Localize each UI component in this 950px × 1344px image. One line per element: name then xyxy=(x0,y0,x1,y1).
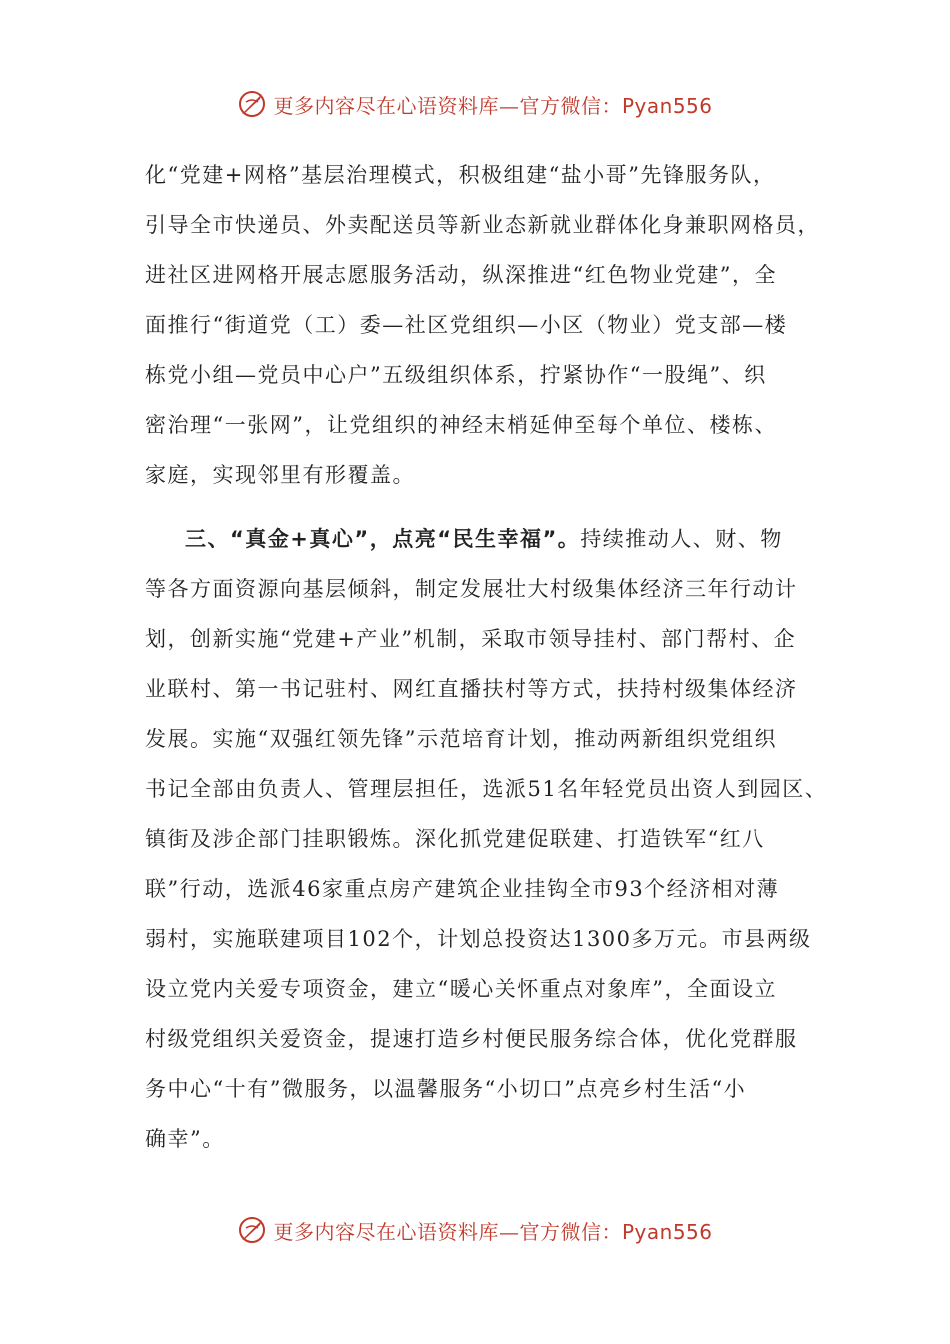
section-3-first-line-text: 持续推动人、财、物 xyxy=(580,527,783,551)
paragraph-grid-governance xyxy=(145,150,820,500)
text-line: 进社区进网格开展志愿服务活动，纵深推进“红色物业党建”，全 xyxy=(145,263,777,287)
text-line: 密治理“一张网”，让党组织的神经末梢延伸至每个单位、楼栋、 xyxy=(145,413,777,437)
quill-pen-logo-icon xyxy=(237,1215,267,1245)
text-line: 划，创新实施“党建+产业”机制，采取市领导挂村、部门帮村、企 xyxy=(145,627,797,651)
footer-banner xyxy=(0,1210,950,1250)
text-line: 务中心“十有”微服务，以温馨服务“小切口”点亮乡村生活“小 xyxy=(145,1077,747,1101)
header-brand-id: Pyan556 xyxy=(621,93,713,118)
text-line: 引导全市快递员、外卖配送员等新业态新就业群体化身兼职网格员， xyxy=(145,213,820,237)
text-line: 确幸”。 xyxy=(145,1127,225,1151)
footer-brand-id: Pyan556 xyxy=(621,1219,713,1244)
header-banner xyxy=(0,84,950,124)
text-line: 栋党小组—党员中心户”五级组织体系，拧紧协作“一股绳”、织 xyxy=(145,363,767,387)
text-line: 村级党组织关爱资金，提速打造乡村便民服务综合体，优化党群服 xyxy=(145,1027,798,1051)
quill-pen-logo-icon xyxy=(237,89,267,119)
text-line: 业联村、第一书记驻村、网红直播扶村等方式，扶持村级集体经济 xyxy=(145,677,798,701)
text-line: 面推行“街道党（工）委—社区党组织—小区（物业）党支部—楼 xyxy=(145,313,788,337)
text-line: 书记全部由负责人、管理层担任，选派51名年轻党员出资人到园区、 xyxy=(145,777,828,801)
section-3-heading: 三、“真金+真心”，点亮“民生幸福”。 xyxy=(185,527,581,551)
text-line: 等各方面资源向基层倾斜，制定发展壮大村级集体经济三年行动计 xyxy=(145,577,798,601)
text-line: 化“党建+网格”基层治理模式，积极组建“盐小哥”先锋服务队， xyxy=(145,163,776,187)
text-line: 联”行动，选派46家重点房产建筑企业挂钩全市93个经济相对薄 xyxy=(145,877,780,901)
text-line: 设立党内关爱专项资金，建立“暖心关怀重点对象库”，全面设立 xyxy=(145,977,777,1001)
section-3-first-line xyxy=(145,514,815,564)
document-body xyxy=(145,150,828,1164)
text-line: 镇街及涉企部门挂职锻炼。深化抓党建促联建、打造铁军“红八 xyxy=(145,827,765,851)
paragraph-section-3 xyxy=(145,514,828,1164)
footer-banner-text: 更多内容尽在心语资料库—官方微信：Pyan556 xyxy=(273,1219,713,1244)
text-line: 发展。实施“双强红领先锋”示范培育计划，推动两新组织党组织 xyxy=(145,727,777,751)
header-banner-text: 更多内容尽在心语资料库—官方微信：Pyan556 xyxy=(273,93,713,118)
text-line: 家庭，实现邻里有形覆盖。 xyxy=(145,463,415,487)
text-line: 弱村，实施联建项目102个，计划总投资达1300多万元。市县两级 xyxy=(145,927,812,951)
